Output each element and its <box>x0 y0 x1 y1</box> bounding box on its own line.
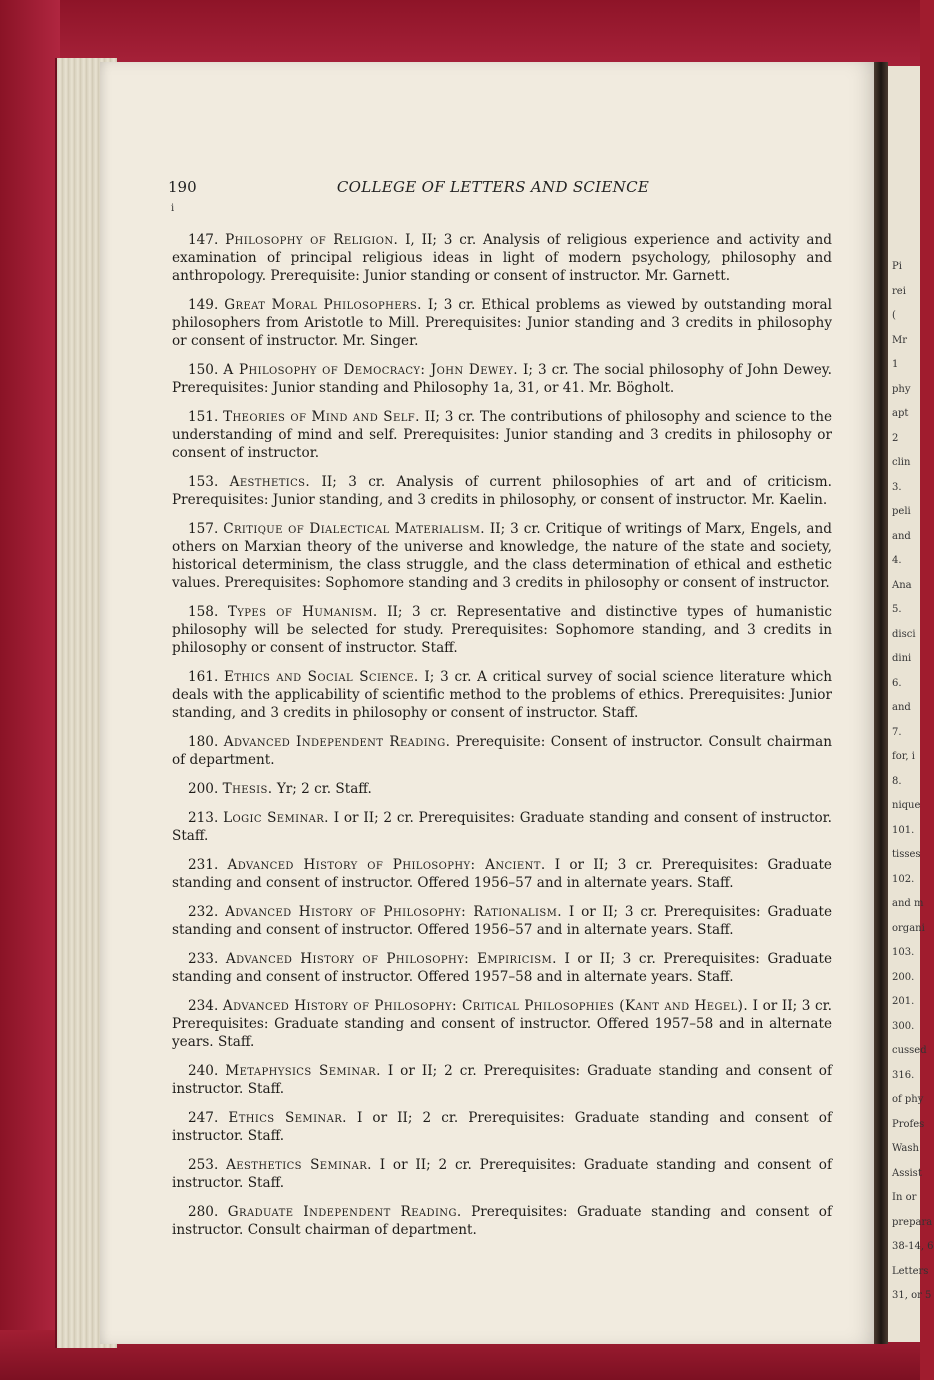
course-title: Ethics Seminar. <box>228 1110 347 1126</box>
course-description: I or II; 3 cr. Prerequisites: Graduate standing and consent of instructor. Offered 1957–58 and in alternate years. Staff. <box>172 951 832 985</box>
course-entry <box>172 950 832 986</box>
facing-page-fragment: 6. <box>892 677 902 689</box>
course-entry <box>172 231 832 285</box>
facing-page-fragment: disci <box>892 628 916 640</box>
course-number: 147. <box>188 232 219 248</box>
facing-page-fragment: rei <box>892 285 906 297</box>
book-cover-top <box>0 0 920 70</box>
book-cover-left <box>0 0 60 1380</box>
facing-page-fragment: Letters <box>892 1265 929 1277</box>
facing-page-fragment: Wash <box>892 1143 919 1154</box>
course-description: I, II; 3 cr. Analysis of religious experience and activity and examination of principal religious ideas in light of modern psychology, philosophy and anthropology. Prerequisite: Junior standing or consent of instructor. Mr. Garnett. <box>172 232 832 284</box>
course-entry <box>172 473 832 509</box>
course-title: Philosophy of Religion. <box>225 232 399 248</box>
facing-page-fragment: and <box>892 702 911 713</box>
facing-page-fragment: dini <box>892 653 912 664</box>
course-number: 233. <box>188 951 219 967</box>
facing-page-fragment: 201. <box>892 996 915 1007</box>
course-description: II; 3 cr. Representative and distinctive types of humanistic philosophy will be selected for study. Prerequisites: Sophomore standing, and 3 credits in philosophy or consent of instructor. Staff. <box>172 604 833 656</box>
course-title: Ethics and Social Science. <box>224 669 419 685</box>
course-description: I or II; 2 cr. Prerequisites: Graduate standing and consent of instructor. Staff. <box>172 1110 833 1144</box>
facing-page-fragment: for, i <box>892 751 915 762</box>
course-entry <box>172 361 832 397</box>
course-number: 240. <box>188 1063 219 1079</box>
facing-page-fragment: prepara <box>892 1216 933 1228</box>
facing-page-fragment: 200. <box>892 971 915 983</box>
course-number: 213. <box>188 810 219 826</box>
facing-page-fragment: 2 <box>892 432 899 444</box>
facing-page-fragment: 316. <box>892 1069 915 1081</box>
course-title: Thesis. <box>222 781 273 797</box>
facing-page-fragment: 4. <box>892 555 902 566</box>
course-number: 234. <box>188 998 219 1014</box>
course-description: I or II; 3 cr. Prerequisites: Graduate standing and consent of instructor. Offered 1956–57 and in alternate years. Staff. <box>172 904 833 938</box>
book-gutter <box>874 62 888 1344</box>
facing-page-fragment: phy <box>892 383 911 395</box>
course-description: II; 3 cr. The contributions of philosophy and science to the understanding of mind and self. Prerequisites: Junior standing and 3 credits in philosophy or consent of instructor. <box>172 409 832 461</box>
course-number: 150. <box>188 362 219 378</box>
facing-page-fragment: 7. <box>892 726 902 738</box>
facing-page-fragment: cussed <box>892 1045 927 1056</box>
facing-page-fragment: 102. <box>892 873 915 885</box>
course-entry <box>172 296 832 350</box>
facing-page-fragment: Mr <box>892 334 908 346</box>
course-entry <box>172 1062 832 1098</box>
facing-page-fragment: 5. <box>892 604 902 615</box>
facing-page-fragment: 8. <box>892 775 902 787</box>
course-title: Aesthetics Seminar. <box>226 1157 372 1173</box>
course-entry <box>172 408 832 462</box>
course-number: 180. <box>188 734 219 750</box>
course-description: I; 3 cr. A critical survey of social science literature which deals with the applicability of scientific method to the problems of ethics. Prerequisites: Junior standing, and 3 credits in philosophy or consent of instructor. Staff. <box>172 669 832 721</box>
course-title: Advanced History of Philosophy: Rationalism. <box>225 904 562 920</box>
facing-page-fragment: peli <box>892 506 911 517</box>
course-description: II; 3 cr. Critique of writings of Marx, Engels, and others on Marxian theory of the universe and knowledge, the nature of the state and society, historical determinism, the class struggle, and the class determination of ethical and esthetic values. Prerequisites: Sophomore standing and 3 credits in philosophy or consent of instructor. <box>172 521 832 591</box>
course-description: Prerequisites: Graduate standing and consent of instructor. Consult chairman of department. <box>172 1204 832 1238</box>
course-description: I or II; 3 cr. Prerequisites: Graduate standing and consent of instructor. Offered 1957–58 and in alternate years. Staff. <box>172 998 832 1050</box>
course-title: Aesthetics. <box>229 474 311 490</box>
course-number: 232. <box>188 904 219 920</box>
facing-page-fragment: Ana <box>892 579 912 591</box>
facing-page-fragment: 103. <box>892 947 915 958</box>
facing-page-fragment: Pi <box>892 261 902 272</box>
facing-page-fragment: apt <box>892 408 909 419</box>
facing-page-fragment: ( <box>892 310 896 321</box>
facing-page-fragment: clin <box>892 457 911 468</box>
course-title: Theories of Mind and Self. <box>223 409 420 425</box>
course-entry <box>172 1156 832 1192</box>
facing-page-fragment: and <box>892 530 911 542</box>
course-entry <box>172 809 832 845</box>
course-number: 247. <box>188 1110 219 1126</box>
facing-page-fragment: Profes <box>892 1118 925 1130</box>
course-entry <box>172 1109 832 1145</box>
course-title: A Philosophy of Democracy: John Dewey. <box>223 362 519 378</box>
course-title: Advanced Independent Reading. <box>223 734 451 750</box>
course-description: Prerequisite: Consent of instructor. Consult chairman of department. <box>172 734 832 768</box>
course-number: 157. <box>188 521 219 537</box>
course-entry <box>172 780 832 798</box>
course-description: I; 3 cr. The social philosophy of John Dewey. Prerequisites: Junior standing and Philosophy 1a, 31, or 41. Mr. Bögholt. <box>172 362 832 396</box>
course-number: 253. <box>188 1157 219 1173</box>
course-title: Advanced History of Philosophy: Critical Philosophies (Kant and Hegel). <box>222 998 749 1014</box>
course-number: 153. <box>188 474 219 490</box>
course-entry <box>172 1203 832 1239</box>
facing-page-edge <box>888 66 934 1342</box>
facing-page-fragment: nique <box>892 800 921 811</box>
course-entry <box>172 856 832 892</box>
course-list <box>172 231 832 1250</box>
course-number: 161. <box>188 669 219 685</box>
facing-page-fragment: 38-14, 6 <box>892 1241 934 1252</box>
course-number: 149. <box>188 297 219 313</box>
course-entry <box>172 668 832 722</box>
page-number: 190 <box>168 178 197 196</box>
course-entry <box>172 520 832 592</box>
facing-page-fragment: 101. <box>892 824 915 836</box>
course-description: II; 3 cr. Analysis of current philosophies of art and of criticism. Prerequisites: Junior standing, and 3 credits in philosophy, or consent of instructor. Mr. Kaelin. <box>172 474 832 508</box>
course-entry <box>172 997 832 1051</box>
course-title: Graduate Independent Reading. <box>227 1204 462 1220</box>
facing-page-fragment: 31, or 5 <box>892 1290 932 1301</box>
facing-page-fragment: and m <box>892 898 924 909</box>
course-description: I or II; 2 cr. Prerequisites: Graduate standing and consent of instructor. Staff. <box>172 1063 832 1097</box>
ink-mark: ⅰ <box>171 203 175 214</box>
facing-page-fragment: 300. <box>892 1020 915 1032</box>
course-entry <box>172 733 832 769</box>
facing-page-fragment: Assist <box>892 1167 922 1179</box>
facing-page-fragment: tisses <box>892 849 921 860</box>
course-title: Advanced History of Philosophy: Ancient. <box>227 857 546 873</box>
course-description: Yr; 2 cr. Staff. <box>276 781 372 797</box>
course-description: I or II; 2 cr. Prerequisites: Graduate standing and consent of instructor. Staff. <box>172 810 832 844</box>
course-title: Great Moral Philosophers. <box>224 297 422 313</box>
course-entry <box>172 903 832 939</box>
course-entry <box>172 603 832 657</box>
facing-page-fragment: organi <box>892 922 925 934</box>
course-title: Critique of Dialectical Materialism. <box>223 521 485 537</box>
course-description: I or II; 2 cr. Prerequisites: Graduate standing and consent of instructor. Staff. <box>172 1157 833 1191</box>
page-header <box>168 178 848 200</box>
course-description: I; 3 cr. Ethical problems as viewed by outstanding moral philosophers from Aristotle to Mill. Prerequisites: Junior standing and 3 credits in philosophy or consent of instructor. Mr. Singer. <box>172 297 833 349</box>
course-number: 158. <box>188 604 219 620</box>
course-title: Types of Humanism. <box>227 604 378 620</box>
course-number: 280. <box>188 1204 219 1220</box>
course-title: Metaphysics Seminar. <box>225 1063 381 1079</box>
course-number: 200. <box>188 781 219 797</box>
course-title: Advanced History of Philosophy: Empiricism. <box>225 951 557 967</box>
facing-page-fragment: 3. <box>892 481 902 493</box>
facing-page-fragment: of phy <box>892 1094 924 1105</box>
course-number: 151. <box>188 409 219 425</box>
course-description: I or II; 3 cr. Prerequisites: Graduate standing and consent of instructor. Offered 1956–57 and in alternate years. Staff. <box>172 857 832 891</box>
course-title: Logic Seminar. <box>223 810 329 826</box>
course-number: 231. <box>188 857 219 873</box>
running-title: COLLEGE OF LETTERS AND SCIENCE <box>336 178 650 196</box>
facing-page-fragment: In or <box>892 1192 917 1203</box>
facing-page-fragment: 1 <box>892 359 899 370</box>
